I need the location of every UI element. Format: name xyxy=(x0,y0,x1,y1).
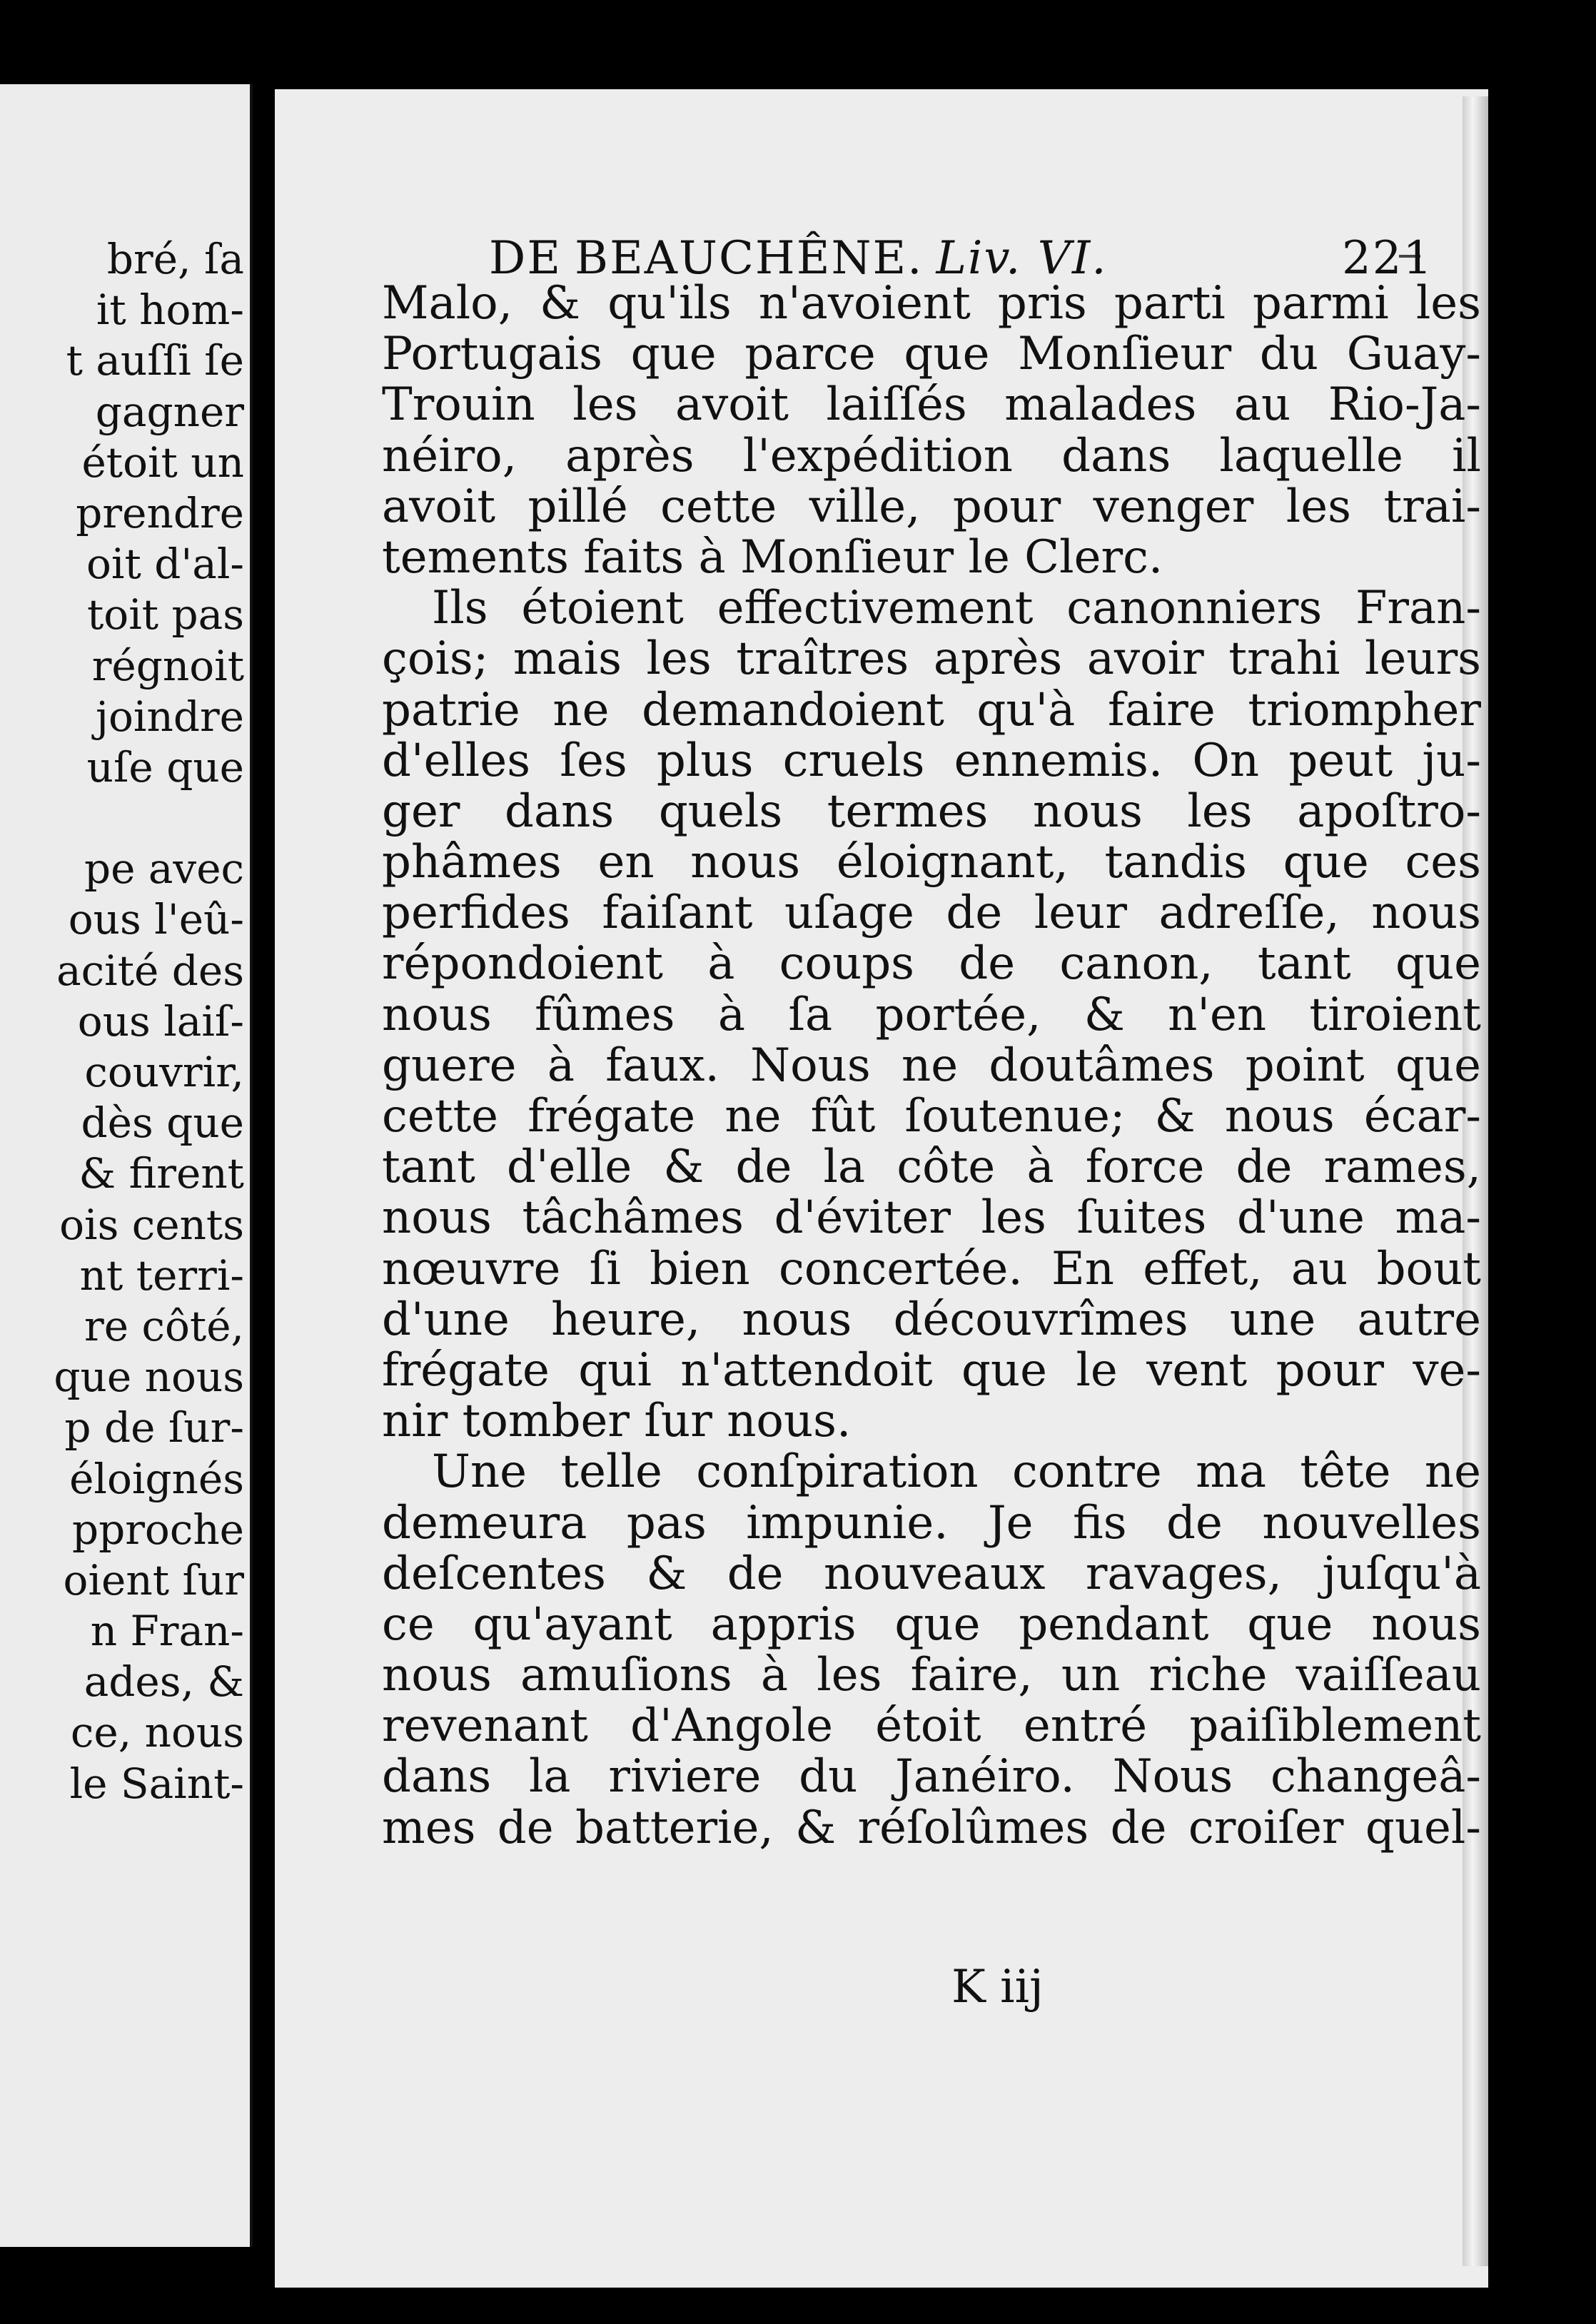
text-line: patrie ne demandoient qu'à faire triompher xyxy=(382,683,1481,737)
text-line: Ils étoient effectivement canonniers Fran- xyxy=(432,582,1481,635)
left-page-line: n Fran- xyxy=(90,1607,244,1656)
right-page xyxy=(275,89,1488,2288)
left-page-line: régnoit xyxy=(91,641,244,690)
left-page-line: it hom- xyxy=(96,286,244,335)
text-line: cette frégate ne fût ſoutenue; & nous écar- xyxy=(382,1090,1481,1143)
left-page-line: que nous xyxy=(54,1353,244,1402)
text-line: çois; mais les traîtres après avoir trahi leurs xyxy=(382,632,1481,686)
left-page-line: dès que xyxy=(81,1098,244,1148)
text-line: demeura pas impunie. Je fis de nouvelles xyxy=(382,1496,1481,1550)
left-page-text xyxy=(9,234,244,1809)
left-page-line: toit pas xyxy=(87,590,244,640)
left-page-line: uſe que xyxy=(86,742,244,792)
signature-mark: K iij xyxy=(951,1961,1044,2014)
text-line: revenant d'Angole étoit entré paiſiblement xyxy=(382,1699,1481,1753)
left-page xyxy=(0,84,253,2247)
page-number: 221 xyxy=(1342,232,1434,285)
left-page-line: & firent xyxy=(79,1149,244,1198)
text-line: nous fûmes à ſa portée, & n'en tiroient xyxy=(382,988,1481,1041)
body-text xyxy=(382,278,1481,1854)
left-page-line: acité des xyxy=(56,946,244,995)
left-page-line: bré, ſa xyxy=(106,235,244,283)
text-line: répondoient à coups de canon, tant que xyxy=(382,937,1481,991)
text-line: Portugais que parce que Monſieur du Guay- xyxy=(382,328,1481,381)
text-line: avoit pillé cette ville, pour venger les trai- xyxy=(382,480,1481,533)
left-page-line: pe avec xyxy=(84,844,244,894)
text-line: d'une heure, nous découvrîmes une autre xyxy=(382,1293,1481,1346)
left-page-line: ous laiſ- xyxy=(77,996,244,1046)
running-head-prefix: DE xyxy=(489,232,562,285)
left-page-line: oient ſur xyxy=(63,1555,244,1605)
text-line: nœuvre ſi bien concertée. En effet, au bout xyxy=(382,1242,1481,1295)
text-line: deſcentes & de nouveaux ravages, juſqu'à xyxy=(382,1547,1481,1600)
text-line: Malo, & qu'ils n'avoient pris parti parmi les xyxy=(382,277,1481,330)
left-page-line: éloignés xyxy=(69,1454,244,1503)
text-line: frégate qui n'attendoit que le vent pour ve- xyxy=(382,1343,1481,1397)
text-line: perfides faiſant uſage de leur adreſſe, nous xyxy=(382,886,1481,940)
left-page-line: oit d'al- xyxy=(86,540,244,589)
left-page-line: p de ſur- xyxy=(64,1403,244,1452)
text-line: ce qu'ayant appris que pendant que nous xyxy=(382,1597,1481,1651)
left-page-line: pproche xyxy=(71,1505,244,1554)
left-page-line: re côté, xyxy=(84,1301,244,1350)
left-page-line: t auſſi ſe xyxy=(66,336,244,385)
left-page-line: étoit un xyxy=(81,438,244,487)
left-page-line: joindre xyxy=(96,692,244,741)
text-line: tant d'elle & de la côte à force de rames, xyxy=(382,1141,1481,1194)
left-page-line: prendre xyxy=(76,488,244,537)
text-line: guere à faux. Nous ne doutâmes point que xyxy=(382,1039,1481,1092)
running-head-name: BEAUCHÊNE. xyxy=(575,232,924,285)
left-page-line: le Saint- xyxy=(69,1759,244,1808)
left-page-line: ois cents xyxy=(59,1200,244,1249)
left-page-line: nt terri- xyxy=(79,1251,244,1300)
left-page-line: ous l'eû- xyxy=(68,895,244,944)
text-line: mes de batterie, & réſolûmes de croiſer quel- xyxy=(382,1801,1481,1854)
left-page-line: couvrir, xyxy=(84,1048,244,1096)
text-line: ger dans quels termes nous les apoſtro- xyxy=(382,784,1481,838)
text-line: tements faits à Monſieur le Clerc. xyxy=(382,530,1163,584)
left-page-line: ce, nous xyxy=(70,1708,244,1757)
running-head-book: Liv. VI. xyxy=(936,232,1108,285)
text-line: néiro, après l'expédition dans laquelle il xyxy=(382,429,1481,483)
text-line: dans la riviere du Janéiro. Nous changeâ- xyxy=(382,1750,1481,1804)
text-line: nous tâchâmes d'éviter les ſuites d'une ma- xyxy=(382,1191,1481,1245)
text-line: nous amuſions à les faire, un riche vaiſſeau xyxy=(382,1649,1481,1702)
left-page-line: ades, & xyxy=(84,1657,244,1707)
left-page-line: gagner xyxy=(95,387,244,436)
text-line: d'elles ſes plus cruels ennemis. On peut ju- xyxy=(382,734,1481,787)
left-page-line xyxy=(9,793,244,844)
text-line: Trouin les avoit laiſſés malades au Rio-Ja- xyxy=(382,378,1481,432)
text-line: Une telle conſpiration contre ma tête ne xyxy=(432,1445,1481,1499)
text-line: phâmes en nous éloignant, tandis que ces xyxy=(382,836,1481,889)
text-line: nir tomber ſur nous. xyxy=(382,1395,852,1448)
